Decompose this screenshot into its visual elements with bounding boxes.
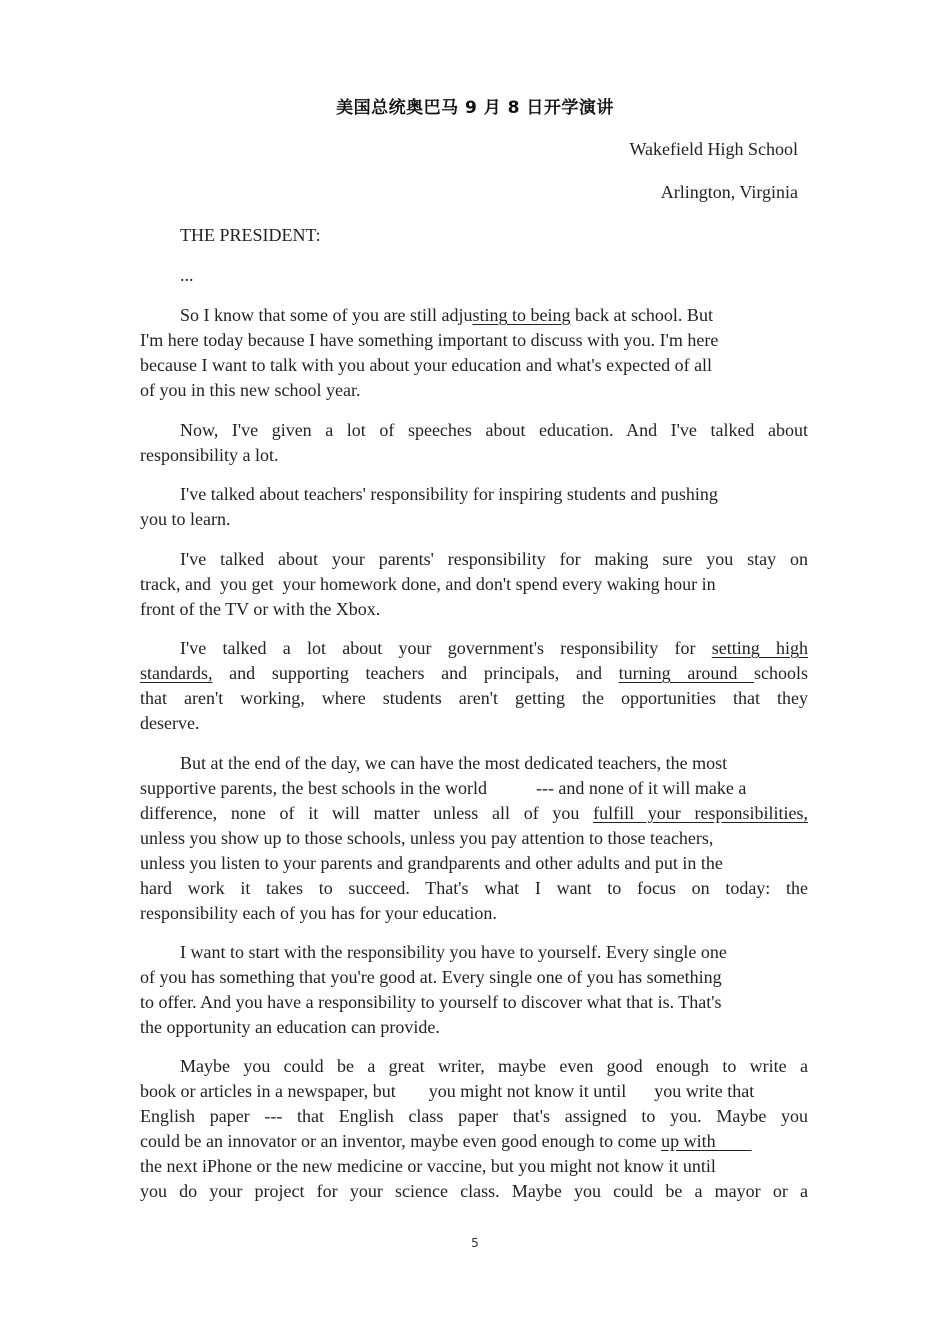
paragraph-6-line-1: But at the end of the day, we can have the most dedicated teachers, the most	[180, 753, 728, 773]
paragraph-6-line-6: hard work it takes to succeed. That's what I want to focus on today: the	[140, 878, 808, 898]
underlined-phrase: up with	[661, 1131, 752, 1151]
paragraph-1-line-4: of you in this new school year.	[140, 380, 361, 400]
paragraph-7-line-2: of you has something that you're good at. Every single one of you has something	[140, 967, 722, 987]
location: Arlington, Virginia	[660, 182, 798, 202]
paragraph-6-line-3: difference, none of it will matter unless all of you fulfill your responsibilities,	[140, 803, 808, 823]
paragraph-7-line-3: to offer. And you have a responsibility to yourself to discover what that is. That's	[140, 992, 722, 1012]
underlined-phrase: turning around	[618, 663, 754, 683]
paragraph-6-line-2: supportive parents, the best schools in the world --- and none of it will make a	[140, 778, 747, 798]
paragraph-4-line-1: I've talked about your parents' responsibility for making sure you stay on	[180, 549, 808, 569]
paragraph-1-line-2: I'm here today because I have something important to discuss with you. I'm here	[140, 330, 719, 350]
underlined-phrase: standards,	[140, 663, 213, 683]
paragraph-3-line-1: I've talked about teachers' responsibility for inspiring students and pushing	[180, 484, 718, 504]
paragraph-6-line-4: unless you show up to those schools, unless you pay attention to those teachers,	[140, 828, 714, 848]
speaker-label: THE PRESIDENT:	[180, 225, 321, 245]
paragraph-5-line-3: that aren't working, where students aren't getting the opportunities that they	[140, 688, 808, 708]
paragraph-7-line-1: I want to start with the responsibility you have to yourself. Every single one	[180, 942, 727, 962]
paragraph-5-line-2: standards, and supporting teachers and principals, and turning around schools	[140, 663, 808, 683]
paragraph-1-line-1: So I know that some of you are still adjusting to being back at school. But	[180, 305, 713, 325]
paragraph-8-line-4: could be an innovator or an inventor, maybe even good enough to come up with	[140, 1131, 752, 1151]
underlined-phrase: setting high	[711, 638, 808, 658]
paragraph-8-line-6: you do your project for your science class. Maybe you could be a mayor or a	[140, 1181, 808, 1201]
paragraph-6-line-7: responsibility each of you has for your education.	[140, 903, 497, 923]
paragraph-8-line-3: English paper --- that English class paper that's assigned to you. Maybe you	[140, 1106, 808, 1126]
paragraph-8-line-5: the next iPhone or the new medicine or vaccine, but you might not know it until	[140, 1156, 716, 1176]
paragraph-4-line-2: track, and you get your homework done, and don't spend every waking hour in	[140, 574, 716, 594]
paragraph-7-line-4: the opportunity an education can provide.	[140, 1017, 440, 1037]
paragraph-8-line-2: book or articles in a newspaper, but you might not know it until you write that	[140, 1081, 755, 1101]
underlined-phrase: fulfill your responsibilities,	[593, 803, 808, 823]
paragraph-4-line-3: front of the TV or with the Xbox.	[140, 599, 381, 619]
school-name: Wakefield High School	[629, 139, 798, 159]
paragraph-3-line-2: you to learn.	[140, 509, 231, 529]
page-number: 5	[471, 1236, 479, 1250]
paragraph-6-line-5: unless you listen to your parents and grandparents and other adults and put in the	[140, 853, 723, 873]
paragraph-5-line-1: I've talked a lot about your government's responsibility for setting high	[180, 638, 808, 658]
paragraph-1-line-3: because I want to talk with you about your education and what's expected of all	[140, 355, 713, 375]
underlined-phrase: sting to being	[472, 305, 571, 325]
paragraph-2-line-1: Now, I've given a lot of speeches about education. And I've talked about	[180, 420, 808, 440]
omission-mark: ...	[180, 265, 194, 285]
paragraph-5-line-4: deserve.	[140, 713, 200, 733]
document-title: 美国总统奥巴马 9 月 8 日开学演讲	[336, 98, 614, 118]
paragraph-8-line-1: Maybe you could be a great writer, maybe even good enough to write a	[180, 1056, 808, 1076]
paragraph-2-line-2: responsibility a lot.	[140, 445, 279, 465]
